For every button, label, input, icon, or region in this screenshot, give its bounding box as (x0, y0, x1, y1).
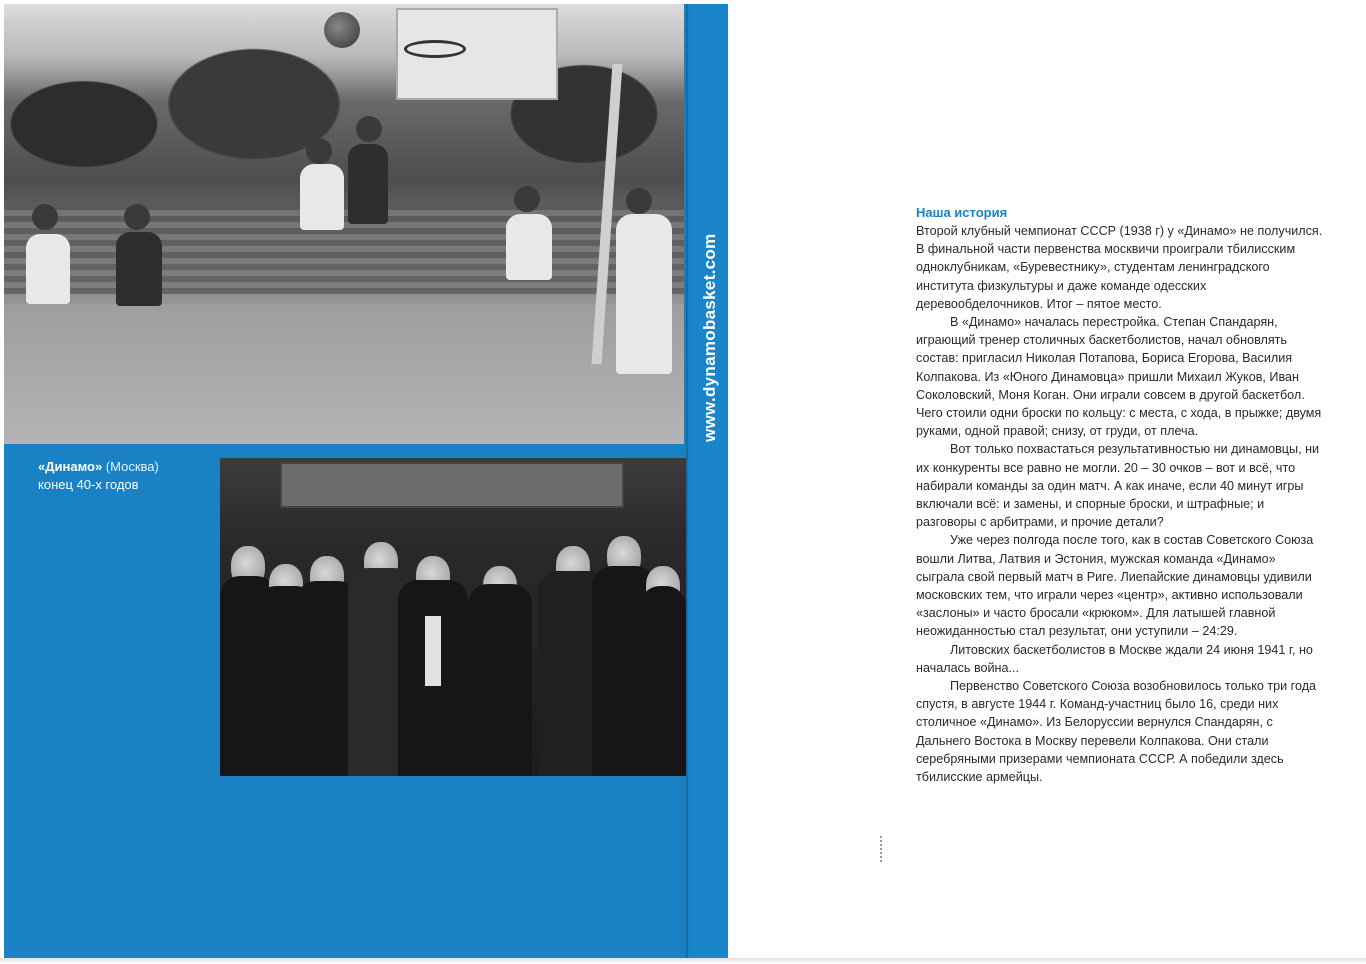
article-paragraph: Вот только похвастаться результативностью ни динамовцы, ни их конкуренты все равно не могли. 20 – 30 очков – вот и всё, что набирали команды за один матч. А как иначе, если 40 минут игры включали всё: и замены, и спорные броски, и штрафные; и разговоры с арбитрами, и прочие детали? (916, 442, 1320, 530)
photo-player-head (124, 204, 150, 230)
blue-spine-strip (686, 4, 728, 958)
article-paragraph: Второй клубный чемпионат СССР (1938 г) у «Динамо» не получился. В финальной части первенства москвичи проиграли тбилисским одноклубникам, «Буревестнику», студентам ленинградского института физкультуры и даже команде одесских деревообделочников. Итог – пятое место. (916, 224, 1323, 311)
basketball-game-photo (4, 4, 684, 444)
photo-caption (38, 458, 218, 494)
photo-person (468, 510, 532, 776)
article-paragraph: Первенство Советского Союза возобновилось только три года спустя, в августе 1944 г. Команд-участниц было 16, среди них столичное «Динамо». Из Белоруссии вернулся Спандарян, с Дальнего Востока в Москву перевели Колпакова. Они стали серебряными призерами чемпионата СССР. А победили здесь тбилисские армейцы. (916, 679, 1317, 785)
photo-player-head (356, 116, 382, 142)
article-title: Наша история (916, 205, 1008, 220)
page-mark (880, 836, 885, 862)
article-paragraph: В «Динамо» началась перестройка. Степан Спандарян, играющий тренер столичных баскетболистов, начал обновлять состав: пригласил Николая Потапова, Бориса Егорова, Василия Колпакова. Из «Юного Динамовца» пришли Михаил Жуков, Иван Соколовский, Моня Коган. Они играли совсем в другой баскетбол. Чего стоили одни броски по кольцу: с места, с хода, в прыжке; двумя руками, одной правой; снизу, от груди, от плеча. (916, 315, 1322, 439)
photo-stands (4, 204, 684, 294)
photo-player (116, 232, 162, 306)
caption-team: «Динамо» (38, 459, 103, 474)
article-paragraph: Литовских баскетболистов в Москве ждали 24 июня 1941 г, но началась война... (916, 642, 1313, 675)
photo-player (506, 214, 552, 280)
photo-player (26, 234, 70, 304)
article-paragraph: Уже через полгода после того, как в состав Советского Союза вошли Литва, Латвия и Эстония, мужская команда «Динамо» сыграла свой первый матч в Риге. Лиепайские динамовцы удивили московских тем, что играли через «центр», активно использовали «заслоны» и часто бросали «крюком». Для латышей главной неожиданностью стал результат, они уступили – 24:29. (916, 533, 1314, 639)
photo-person (398, 504, 468, 776)
photo-referee-head (626, 188, 652, 214)
page-gutter (686, 4, 689, 958)
photo-player-head (306, 138, 332, 164)
caption-city: (Москва) (102, 459, 159, 474)
website-url: www.dynamobasket.com (700, 233, 719, 442)
caption-period: конец 40-х годов (38, 477, 139, 492)
photo-person (640, 510, 686, 776)
photo-player (348, 144, 388, 224)
photo-referee (616, 214, 672, 374)
photo-hoop (404, 40, 466, 58)
photo-ball (324, 12, 360, 48)
bottom-edge-shadow (0, 958, 1366, 964)
photo-player-head (32, 204, 58, 230)
photo-court (4, 304, 684, 444)
article (916, 204, 1326, 786)
team-group-photo (220, 458, 686, 776)
photo-player-head (514, 186, 540, 212)
photo-player (300, 164, 344, 230)
